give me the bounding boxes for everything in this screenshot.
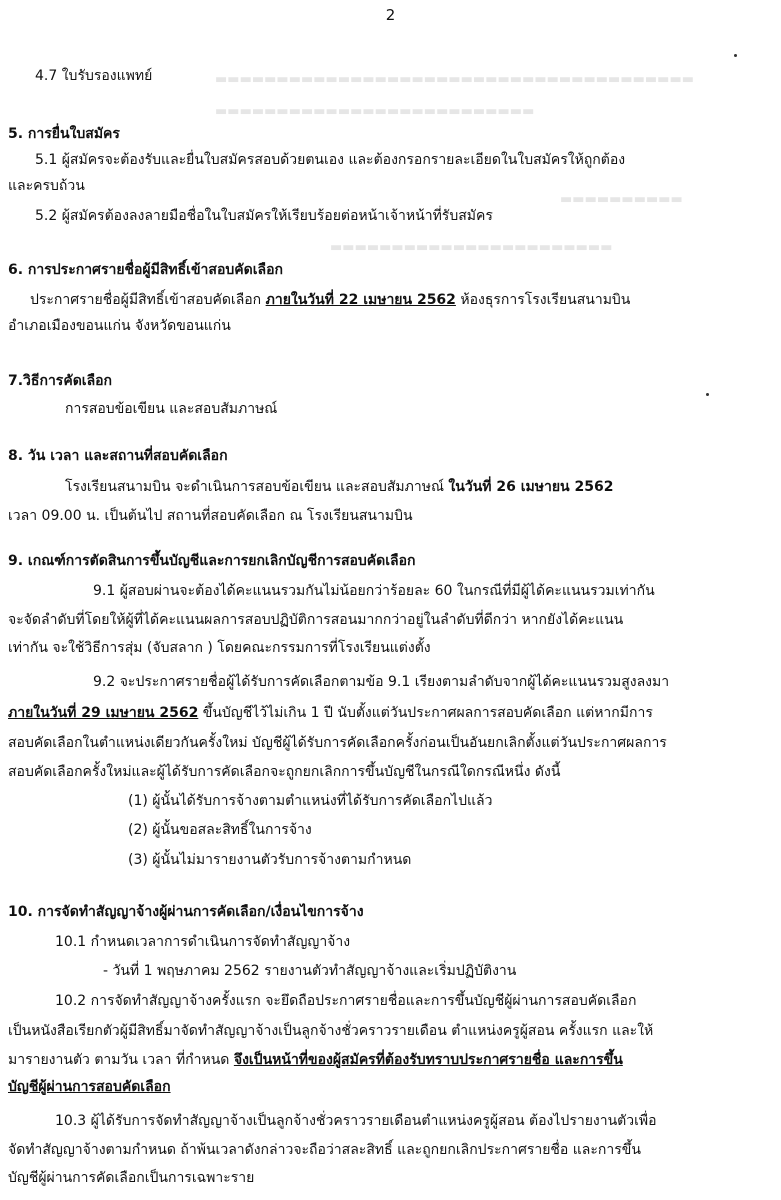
section-9-2-date: ภายในวันที่ 29 เมษายน 2562 [8,705,199,721]
section-7-heading: 7.วิธีการคัดเลือก [8,373,113,389]
section-9-2-line-2 [8,703,653,723]
bleed-through-mark: ▬▬▬▬▬▬▬▬▬▬▬▬▬▬▬▬▬▬▬▬▬▬▬▬▬▬ [215,104,535,119]
scan-speck [734,54,737,57]
section-10-2-text: มารายงานตัว ตามวัน เวลา ที่กำหนด [8,1052,234,1068]
bleed-through-mark: ▬▬▬▬▬▬▬▬▬▬ [560,192,683,207]
section-10-2-notice: จึงเป็นหน้าที่ของผู้สมัครที่ต้องรับทราบประกาศรายชื่อ และการขึ้น [233,1052,623,1068]
section-10-3-line-1: 10.3 ผู้ได้รับการจัดทำสัญญาจ้างเป็นลูกจ้างชั่วคราวรายเดือนตำแหน่งครูผู้สอน ต้องไปรายงานตัวเพื่อ [55,1113,657,1129]
section-5-1-line-2: และครบถ้วน [8,178,85,194]
section-6-line-2: อำเภอเมืองขอนแก่น จังหวัดขอนแก่น [8,318,231,334]
section-10-2-line-3 [8,1050,623,1070]
section-5-1-line-1: 5.1 ผู้สมัครจะต้องรับและยื่นใบสมัครสอบด้วยตนเอง และต้องกรอกรายละเอียดในใบสมัครให้ถูกต้อง [35,152,626,168]
section-9-1-line-1: 9.1 ผู้สอบผ่านจะต้องได้คะแนนรวมกันไม่น้อยกว่าร้อยละ 60 ในกรณีที่มีผู้ได้คะแนนรวมเท่ากัน [93,583,655,599]
section-7-line-1: การสอบข้อเขียน และสอบสัมภาษณ์ [65,401,278,417]
item-4-7: 4.7 ใบรับรองแพทย์ [35,68,153,84]
section-6-heading: 6. การประกาศรายชื่อผู้มีสิทธิ์เข้าสอบคัดเลือก [8,262,283,278]
section-10-1-bullet: - วันที่ 1 พฤษภาคม 2562 รายงานตัวทำสัญญาจ้างและเริ่มปฏิบัติงาน [103,963,517,979]
section-8-heading: 8. วัน เวลา และสถานที่สอบคัดเลือก [8,448,228,464]
section-5-heading: 5. การยื่นใบสมัคร [8,126,120,142]
section-9-heading: 9. เกณฑ์การตัดสินการขึ้นบัญชีและการยกเลิกบัญชีการสอบคัดเลือก [8,553,416,569]
bleed-through-mark: ▬▬▬▬▬▬▬▬▬▬▬▬▬▬▬▬▬▬▬▬▬▬▬ [330,240,613,255]
bleed-through-mark: ▬▬▬▬▬▬▬▬▬▬▬▬▬▬▬▬▬▬▬▬▬▬▬▬▬▬▬▬▬▬▬▬▬▬▬▬▬▬▬ [215,72,695,87]
section-5-2: 5.2 ผู้สมัครต้องลงลายมือชื่อในใบสมัครให้เรียบร้อยต่อหน้าเจ้าหน้าที่รับสมัคร [35,208,493,224]
section-6-text: ประกาศรายชื่อผู้มีสิทธิ์เข้าสอบคัดเลือก [30,292,266,308]
section-8-line-2: เวลา 09.00 น. เป็นต้นไป สถานที่สอบคัดเลือก ณ โรงเรียนสนามบิน [8,508,413,524]
section-6-date: ภายในวันที่ 22 เมษายน 2562 [265,292,456,308]
list-item: (1) ผู้นั้นได้รับการจ้างตามตำแหน่งที่ได้รับการคัดเลือกไปแล้ว [128,793,493,809]
list-item: (3) ผู้นั้นไม่มารายงานตัวรับการจ้างตามกำหนด [128,852,412,868]
section-10-2-line-2: เป็นหนังสือเรียกตัวผู้มีสิทธิ์มาจัดทำสัญญาจ้างเป็นลูกจ้างชั่วคราวรายเดือน ตำแหน่งครูผู้สอน ครั้งแรก และให้ [8,1023,654,1039]
section-9-2-line-4: สอบคัดเลือกครั้งใหม่และผู้ได้รับการคัดเลือกจะถูกยกเลิกการขึ้นบัญชีในกรณีใดกรณีหนึ่ง ดังนี้ [8,764,561,780]
section-6-line-1 [30,290,630,310]
section-8-line-1 [65,477,613,497]
section-9-1-line-3: เท่ากัน จะใช้วิธีการสุ่ม (จับสลาก ) โดยคณะกรรมการที่โรงเรียนแต่งตั้ง [8,640,431,656]
scan-speck [706,393,709,396]
section-10-1: 10.1 กำหนดเวลาการดำเนินการจัดทำสัญญาจ้าง [55,934,351,950]
section-9-2-text: ขึ้นบัญชีไว้ไม่เกิน 1 ปี นับตั้งแต่วันประกาศผลการสอบคัดเลือก แต่หากมีการ [198,705,653,721]
page-number: 2 [385,6,396,24]
section-9-2-line-1: 9.2 จะประกาศรายชื่อผู้ได้รับการคัดเลือกตามข้อ 9.1 เรียงตามลำดับจากผู้ได้คะแนนรวมสูงลงมา [93,674,670,690]
section-8-date: ในวันที่ 26 เมษายน 2562 [448,479,614,495]
section-10-2-line-4: บัญชีผู้ผ่านการสอบคัดเลือก [8,1079,171,1095]
section-10-heading: 10. การจัดทำสัญญาจ้างผู้ผ่านการคัดเลือก/เงื่อนไขการจ้าง [8,904,364,920]
list-item: (2) ผู้นั้นขอสละสิทธิ์ในการจ้าง [128,822,312,838]
section-8-text: โรงเรียนสนามบิน จะดำเนินการสอบข้อเขียน และสอบสัมภาษณ์ [65,479,449,495]
section-9-1-line-2: จะจัดลำดับที่โดยให้ผู้ที่ได้คะแนนผลการสอบปฏิบัติการสอนมากกว่าอยู่ในลำดับที่ดีกว่า หากยังได้คะแนน [8,612,624,628]
section-9-2-line-3: สอบคัดเลือกในตำแหน่งเดียวกันครั้งใหม่ บัญชีผู้ได้รับการคัดเลือกครั้งก่อนเป็นอันยกเลิกตั้งแต่วันประกาศผลการ [8,735,667,751]
section-10-2-line-1: 10.2 การจัดทำสัญญาจ้างครั้งแรก จะยึดถือประกาศรายชื่อและการขึ้นบัญชีผู้ผ่านการสอบคัดเลือก [55,993,637,1009]
section-6-location: ห้องธุรการโรงเรียนสนามบิน [455,292,631,308]
section-10-3-line-3: บัญชีผู้ผ่านการคัดเลือกเป็นการเฉพาะราย [8,1170,255,1186]
section-10-3-line-2: จัดทำสัญญาจ้างตามกำหนด ถ้าพ้นเวลาดังกล่าวจะถือว่าสละสิทธิ์ และถูกยกเลิกประกาศรายชื่อ และการขึ้น [8,1142,641,1158]
